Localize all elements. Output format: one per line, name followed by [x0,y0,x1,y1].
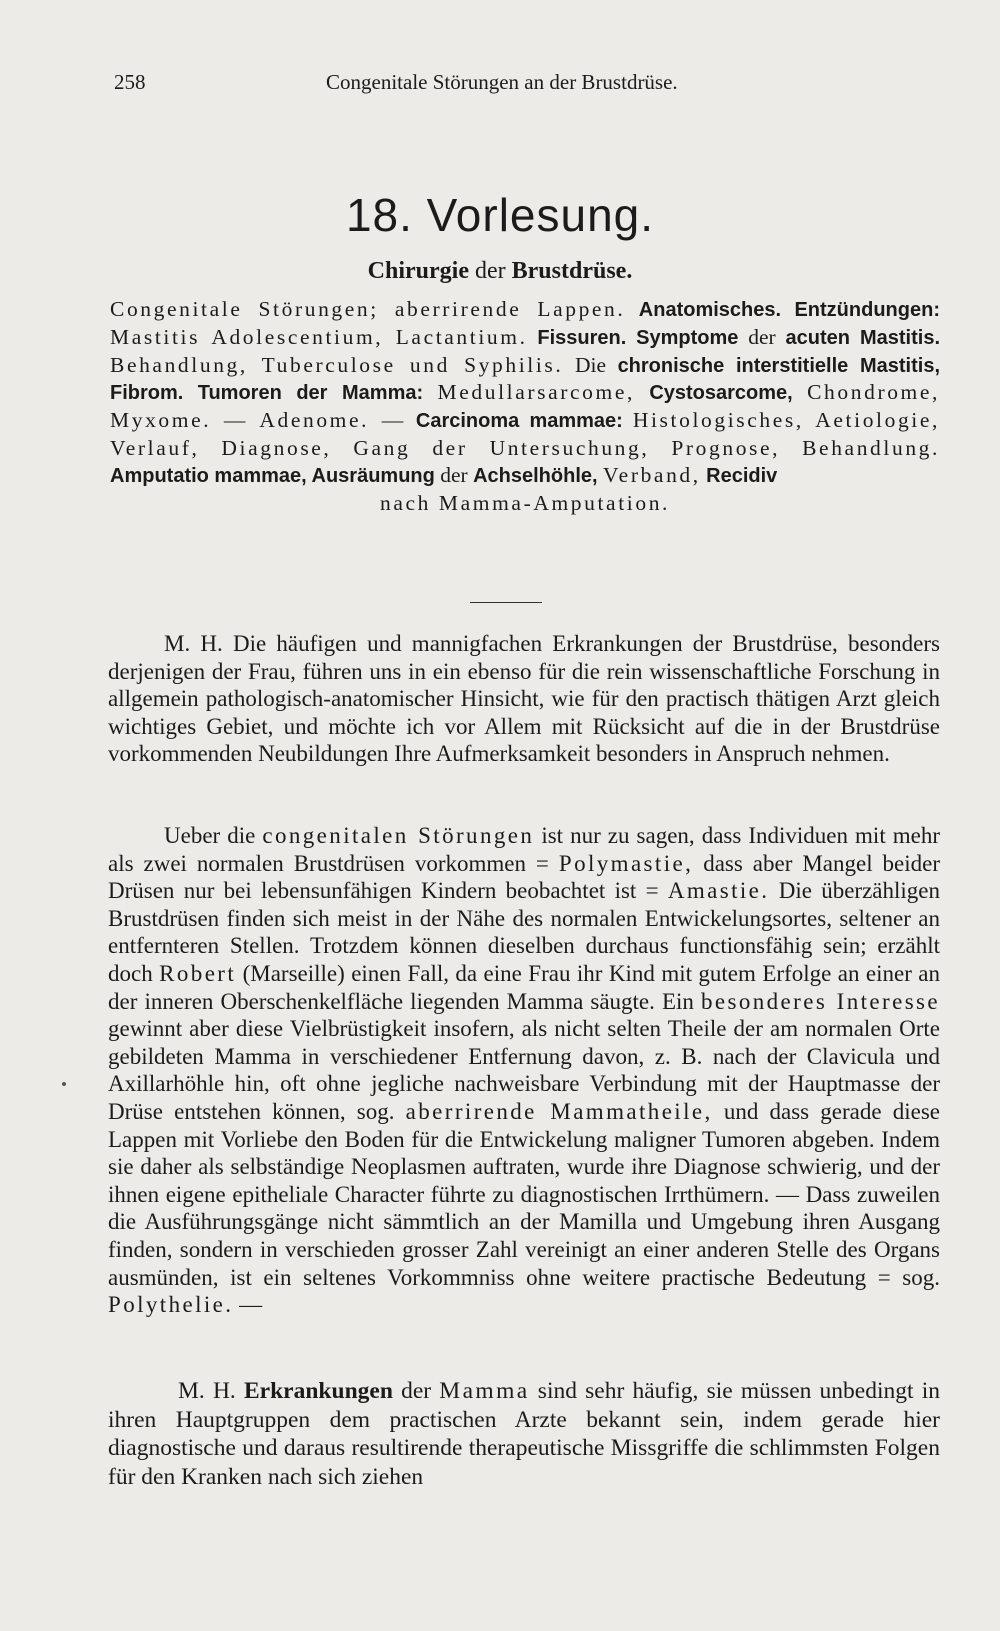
paragraph-text: — [239,1292,263,1318]
summary-heading: chronische interstitielle Mastitis, Fibrom. [110,354,941,405]
summary-heading: Anatomisches. [638,299,782,321]
paragraph-1 [108,630,940,768]
margin-speck [62,1082,66,1086]
paragraph-text: sind sehr häufig, sie müssen unbedingt in ihren Hauptgruppen dem practischen Arzte bekannt sein, indem gerade hier diagnostische und daraus resultirende therapeutische Missgriffe die schlimmsten Folgen für den Kranken nach sich ziehen [108,1378,941,1490]
page-number: 258 [114,70,146,94]
running-title: Congenitale Störungen an der Brustdrüse. [326,70,678,94]
spaced-term: Polythelie. [108,1292,234,1318]
summary-text: Mastitis Adolescentium, Lactantium. [110,324,528,349]
spaced-term: besonderes Interesse [701,988,940,1014]
summary-heading: Amputatio mammae, Ausräumung [110,464,435,487]
summary-text: Behandlung, Tuberculose und Syphilis. [110,352,564,377]
separator-rule [470,602,542,603]
spaced-term: Robert [159,960,237,986]
summary-text: Medullarsarcome, [437,380,635,405]
summary-text: Histologisches, Aetiologie, Verlauf, Diagnose, Gang der Untersuchung, Prognose, Behandlung. [110,408,941,460]
paragraph-text: (Marseille) einen Fall, da eine Frau ihr Kind mit gutem Erfolge an einer an der inneren Oberschenkelfläche liegenden Mamma säugte. Ein [108,960,940,1014]
lecture-title: 18. Vorlesung. [345,189,655,241]
paragraph-text: und dass gerade diese Lappen mit Vorliebe den Boden für die Entwickelung maligner Tumoren abgeben. Indem sie daher als selbständige Neoplasmen auftraten, wurde ihre Diagnose schwierig, und der ihnen eigene epitheliale Character führte zu diagnostischen Irrthümern. — Dass zuweilen die Ausführungsgänge nicht sämmtlich an der Mamilla und Umgebung ihren Ausgang finden, sondern in verschieden grosser Zahl vereinigt an einer anderen Stelle des Organs ausmünden, ist ein seltenes Vorkommniss ohne weitere practische Bedeutung = sog. [108,1098,941,1290]
summary-heading: Cystosarcome, [649,382,793,405]
paragraph-text: gewinnt aber diese Vielbrüstigkeit insofern, als nicht selten Theile der am normalen Orte gebildeten Mamma in verschiedener Entfernung davon, z. B. nach der Clavicula und Axillarhöhle hin, oft ohne jegliche nachweisbare Verbindung mit der Hauptmasse der Drüse entstehen können, sog. [108,1016,940,1124]
paragraph-2 [108,822,940,1319]
summary-heading: acuten Mastitis. [785,326,941,349]
summary-text: der [440,462,468,487]
summary-text: der [748,324,776,349]
paragraph-text: M. H. Die häufigen und mannigfachen Erkrankungen der Brustdrüse, besonders derjenigen der Frau, führen uns in ein ebenso für die rein wissenschaftliche Forschung in allgemein pathologisch-anatomischer Hinsicht, wie für den practisch thätigen Arzt gleich wichtiges Gebiet, und möchte ich vor Allem mit Rücksicht auf die in der Brustdrüse vorkommenden Neubildungen Ihre Aufmerksamkeit besonders in Anspruch nehmen. [108,631,940,767]
paragraph-3 [108,1377,940,1491]
spaced-term: Amastie. [667,878,770,904]
paragraph-text: ist nur zu sagen, dass Individuen mit mehr als zwei normalen Brustdrüsen vorkommen = [108,823,941,876]
subtitle-part: der [474,258,506,284]
summary-heading: Recidiv [706,464,778,487]
lecture-subtitle [0,258,1000,285]
spaced-term: Mamma [439,1378,530,1404]
summary-heading: Symptome [636,326,739,349]
paragraph-text: der [401,1378,432,1404]
summary-text: Verband, [602,462,701,487]
summary-text: Chondrome, Myxome. — Adenome. — [110,380,941,433]
summary-text: Congenitale Störungen; aberrirende Lappen. [110,297,626,321]
paragraph-text: M. H. [178,1378,236,1404]
summary-heading: Carcinoma mammae: [415,410,623,433]
summary-text: Die [574,352,606,377]
bold-term: Erkrankungen [244,1378,393,1404]
summary-heading: Tumoren der Mamma: [197,382,424,405]
subtitle-part: Brustdrüse. [511,258,633,284]
paragraph-text: dass aber Mangel beider Drüsen nur bei lebensunfähigen Kindern beobachtet ist = [108,850,941,904]
paragraph-text: Ueber die [164,823,256,848]
summary-text: nach Mamma-Amputation. [379,490,671,515]
spaced-term: aberrirende Mammatheile, [405,1098,713,1124]
spaced-term: Polymastie, [558,850,694,876]
subtitle-part: Chirurgie [367,258,469,284]
lecture-summary [110,296,940,516]
summary-heading: Achselhöhle, [473,464,598,487]
paragraph-text: Die überzähligen Brustdrüsen finden sich meist in der Nähe des normalen Entwickelungsortes, seltener an entfernteren Stellen. Trotzdem können dieselben durchaus functionsfähig sein; erzählt doch [108,878,940,986]
summary-heading: Entzündungen: [794,299,940,321]
spaced-term: congenitalen Störungen [262,823,535,848]
summary-heading: Fissuren. [537,326,627,349]
